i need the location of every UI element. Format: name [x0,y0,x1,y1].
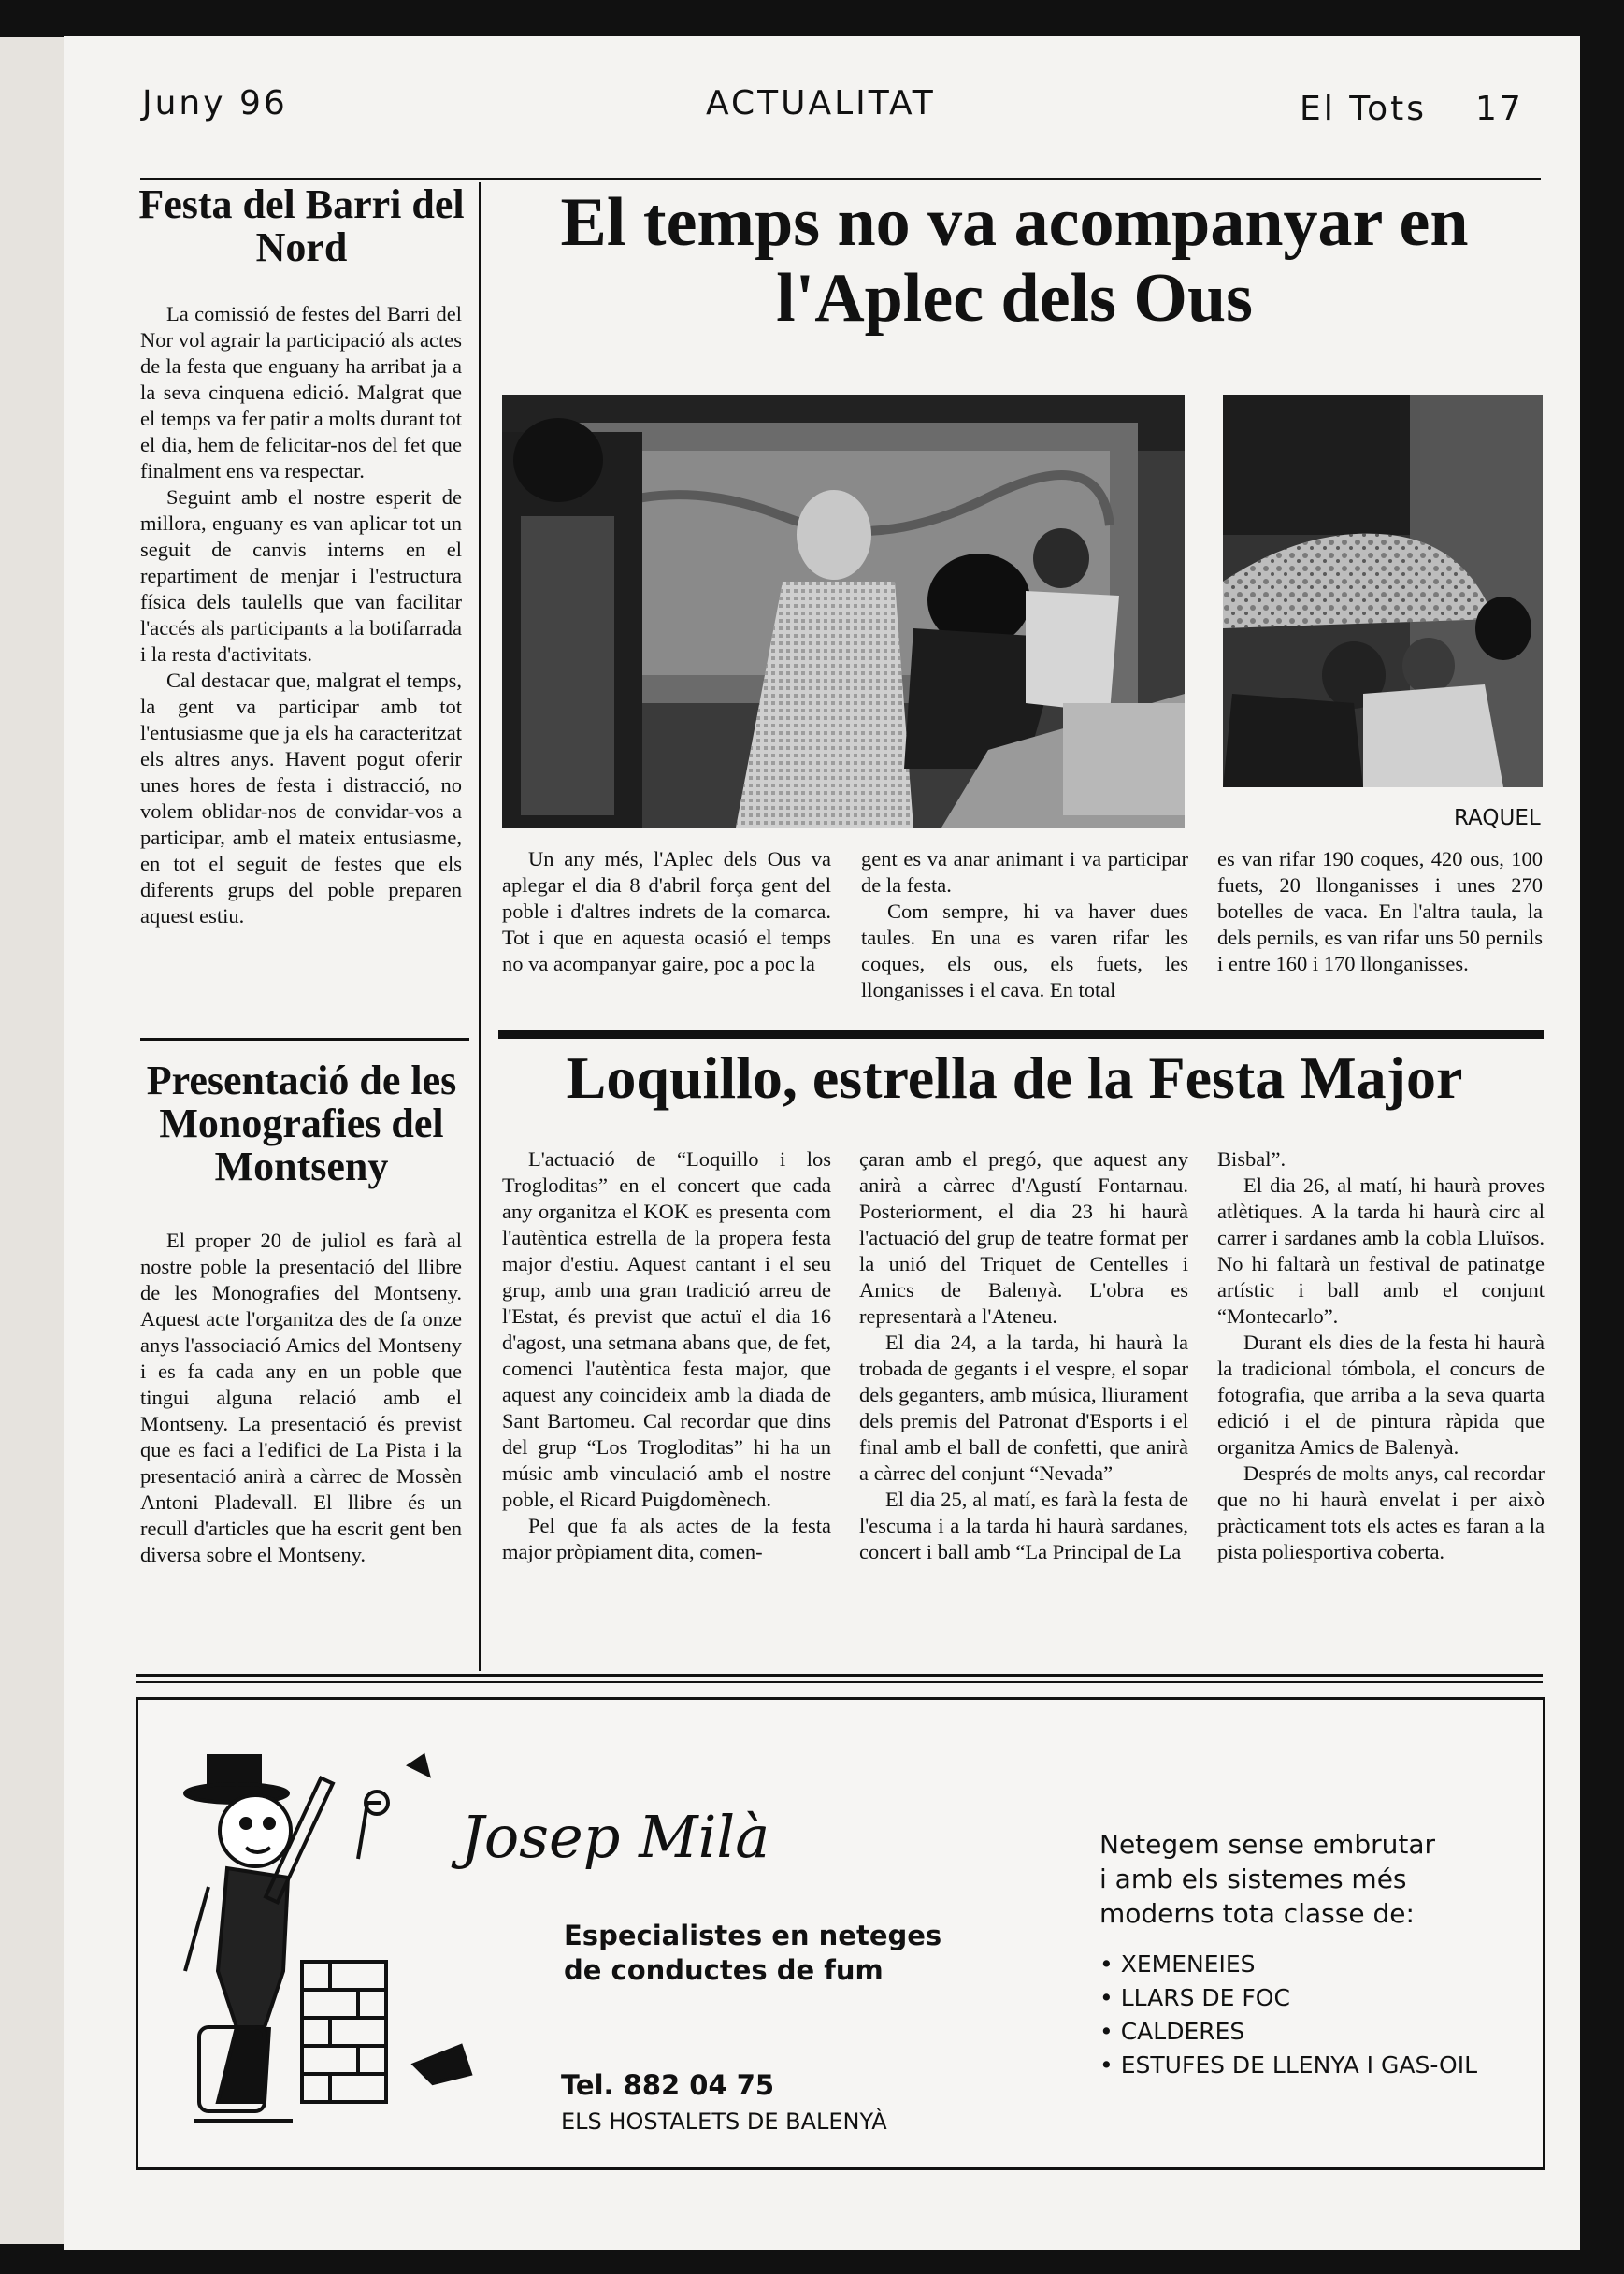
paragraph: es van rifar 190 coques, 420 ous, 100 fuets, 20 llonganisses i unes 270 botelles de vaca. En l'altra taula, la dels pernils, es van rifar uns 50 pernils i entre 160 i 170 llonganisses. [1217,847,1543,975]
loquillo-col-1 [502,1146,831,1565]
column-divider [479,182,481,1671]
service-label: XEMENEIES [1120,1950,1256,1978]
service-label: ESTUFES DE LLENYA I GAS-OIL [1120,2051,1478,2079]
loquillo-col-2 [859,1146,1188,1565]
paragraph: El dia 26, al matí, hi haurà proves atlètiques. A la tarda hi haurà circ al carrer i sardanes amb la cobla Lluïsos. No hi faltarà un festival de patinatge artístic i ball amb el conjunt “Montecarlo”. [1217,1173,1545,1328]
aplec-col-3 [1217,846,1543,977]
ad-location: ELS HOSTALETS DE BALENYÀ [561,2108,887,2135]
paragraph: Seguint amb el nostre esperit de millora, enguany es van aplicar tot un seguit de canvis interns en el repartiment de menjar i l'estructura física dels taulells que van facilitar l'accés als participants a la botifarrada i la resta d'activitats. [140,485,462,666]
ad-top-rule-2 [136,1681,1543,1683]
paragraph: Bisbal”. [1217,1147,1286,1171]
photo-credit: RAQUEL [1454,806,1541,830]
previous-page-edge [0,37,64,2244]
paragraph: Com sempre, hi va haver dues taules. En una es varen rifar les coques, els ous, els fuets, les llonganisses i el cava. En total [861,900,1188,1001]
ad-phone: Tel. 882 04 75 [561,2069,775,2101]
header-rule [140,178,1541,180]
business-name-logo: Josep Milà [461,1803,770,1871]
service-label: CALDERES [1120,2018,1245,2045]
issue-date: Juny 96 [142,84,288,122]
service-label: LLARS DE FOC [1120,1984,1290,2011]
aplec-photo-main [502,395,1185,828]
ad-intro-line2: i amb els sistemes més [1099,1864,1407,1894]
paragraph: Cal destacar que, malgrat el temps, la gent va participar amb tot l'entusiasme que ja els ha caracteritzat els altres anys. Havent pogut oferir unes hores de festa i distracció, no volem oblidar-nos de convidar-vos a participar, amb el mateix entusiasme, en tot el seguit de festes que els diferents grups del poble preparen aquest estiu. [140,669,462,928]
sidebar-divider [140,1038,469,1041]
loquillo-headline: Loquillo, estrella de la Festa Major [566,1044,1463,1111]
section-name: ACTUALITAT [706,84,936,122]
paragraph: La comissió de festes del Barri del Nor vol agrair la participació als actes de la festa que enguany ha arribat ja a la seva cinquena edició. Malgrat que el temps va fer patir a molts durant tot el dia, hem de felicitar-nos del fet que finalment ens va respectar. [140,302,462,482]
paragraph: gent es va anar animant i va participar de la festa. [861,847,1188,897]
ad-top-rule [136,1674,1543,1677]
ad-service-item: • ESTUFES DE LLENYA I GAS-OIL [1099,2051,1478,2079]
sidebar-article1-body [140,301,462,929]
paragraph: Durant els dies de la festa hi haurà la tradicional tómbola, el concurs de fotografia, que arriba a la seva quarta edició i el de pintura ràpida que organitza Amics de Balenyà. [1217,1331,1545,1459]
aplec-headline: El temps no va acompanyar en l'Aplec dels Ous [560,184,1469,338]
ad-service-item: • XEMENEIES [1099,1950,1256,1978]
ad-service-item: • CALDERES [1099,2018,1245,2045]
sidebar-article2-body [140,1228,462,1568]
publication-name: El Tots [1300,90,1427,128]
ad-service-list [1099,1948,1477,2082]
paragraph: çaran amb el pregó, que aquest any anirà a càrrec d'Agustí Fontarnau. Posteriorment, el dia 23 hi haurà l'actuació del grup de teatre format per la unió del Triquet de Centelles i Amics de Balenyà. L'obra es representarà a l'Ateneu. [859,1147,1188,1328]
paragraph: Després de molts anys, cal recordar que no hi haurà envelat i per això pràcticament tots els actes es faran a la pista poliesportiva coberta. [1217,1461,1545,1563]
aplec-col-1 [502,846,831,977]
ad-intro-line3: moderns tota classe de: [1099,1898,1415,1929]
sidebar-article2-title: Presentació de les Monografies del Montseny [146,1058,457,1190]
ad-intro-line1: Netegem sense embrutar [1099,1829,1436,1860]
paragraph: El dia 24, a la tarda, hi haurà la trobada de gegants i el vespre, el sopar dels geganters, amb música, lliurament dels premis del Patronat d'Esports i el final amb el ball de confetti, que anirà a càrrec del conjunt “Nevada” [859,1331,1188,1485]
paragraph: El proper 20 de juliol es farà al nostre poble la presentació del llibre de les Monografies del Montseny. Aquest acte l'organitza des de fa onze anys l'associació Amics del Montseny i es fa cada any en un poble que tingui alguna relació amb el Montseny. La presentació és previst que es faci a l'edifici de La Pista i la presentació anirà a càrrec de Mossèn Antoni Pladevall. El llibre és un recull d'articles que ha escrit gent ben diversa sobre el Montseny. [140,1229,462,1566]
sidebar-article1-title: Festa del Barri del Nord [138,181,465,271]
paragraph: El dia 25, al matí, es farà la festa de l'escuma i a la tarda hi haurà sardanes, concert i ball amb “La Principal de La [859,1488,1188,1563]
ad-tagline-line2: de conductes de fum [564,1954,884,1986]
ad-service-item: • LLARS DE FOC [1099,1984,1290,2011]
paragraph: L'actuació de “Loquillo i los Trogloditas” en el concert que cada any organitza el KOK es presenta com l'autèntica estrella de la propera festa major d'estiu. Aquest cantant i el seu grup, amb una gran tradició arreu de l'Estat, és previst que actuï el dia 16 d'agost, una setmana abans que, de fet, comenci l'autèntica festa major, que aquest any coincideix amb la diada de Sant Bartomeu. Cal recordar que dins del grup “Los Trogloditas” hi ha un músic amb vinculació amb el nostre poble, el Ricard Puigdomènech. [502,1147,831,1511]
page-number: 17 [1475,90,1524,128]
aplec-col-2 [861,846,1188,1003]
advertisement-box [136,1697,1545,2170]
aplec-photo-umbrella [1223,395,1543,787]
section-divider [498,1030,1544,1039]
paragraph: Un any més, l'Aplec dels Ous va aplegar el dia 8 d'abril força gent del poble i d'altres indrets de la comarca. Tot i que en aquesta ocasió el temps no va acompanyar gaire, poc a poc la [502,847,831,975]
loquillo-col-3 [1217,1146,1545,1565]
paragraph: Pel que fa als actes de la festa major pròpiament dita, comen- [502,1514,831,1563]
ad-tagline-line1: Especialistes en neteges [564,1920,942,1951]
